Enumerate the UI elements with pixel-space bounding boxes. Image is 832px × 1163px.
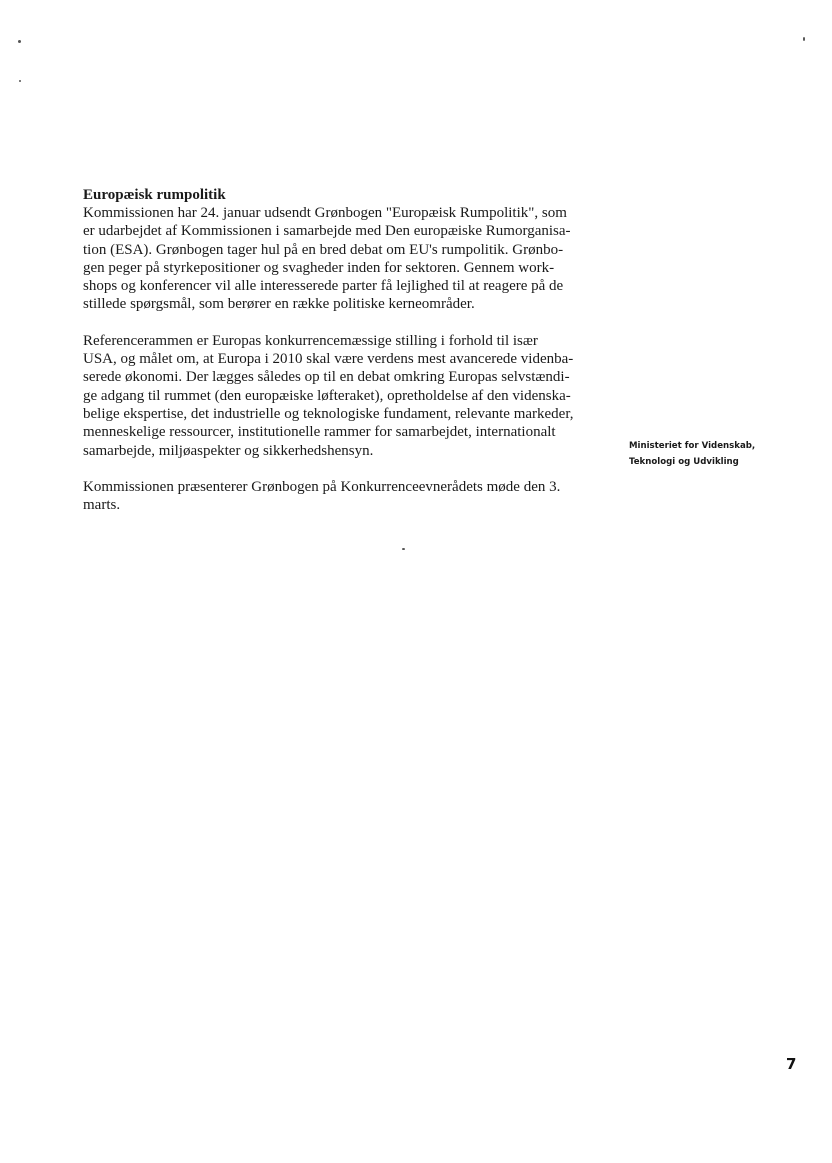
paragraph-2 bbox=[83, 332, 603, 460]
text-line: samarbejde, miljøaspekter og sikkerhedshensyn. bbox=[83, 442, 374, 459]
text-line: er udarbejdet af Kommissionen i samarbejde med Den europæiske Rumorganisa- bbox=[83, 223, 571, 240]
text-line: ge adgang til rummet (den europæiske løfteraket), opretholdelse af den videnska- bbox=[83, 387, 571, 404]
text-line: gen peger på styrkepositioner og svagheder inden for sektoren. Gennem work- bbox=[83, 259, 555, 276]
text-line: tion (ESA). Grønbogen tager hul på en bred debat om EU's rumpolitik. Grønbo- bbox=[83, 241, 564, 258]
text-line: Kommissionen præsenterer Grønbogen på Konkurrenceevnerådets møde den 3. bbox=[83, 478, 561, 495]
paragraph-1 bbox=[83, 204, 603, 314]
text-line: menneskelige ressourcer, institutionelle rammer for samarbejdet, internationalt bbox=[83, 424, 556, 441]
scan-speck bbox=[803, 37, 805, 41]
ministry-name-line-1: Ministeriet for Videnskab, bbox=[629, 441, 756, 451]
text-line: serede økonomi. Der lægges således op til en debat omkring Europas selvstændi- bbox=[83, 369, 570, 386]
scan-speck bbox=[18, 40, 21, 43]
text-line: Referencerammen er Europas konkurrencemæssige stilling i forhold til især bbox=[83, 332, 538, 349]
section-heading: Europæisk rumpolitik bbox=[83, 187, 226, 203]
paragraph-3 bbox=[83, 478, 603, 515]
ministry-sidebar-note bbox=[629, 438, 819, 470]
text-line: belige ekspertise, det industrielle og teknologiske fundament, relevante markeder, bbox=[83, 405, 574, 422]
text-line: Kommissionen har 24. januar udsendt Grønbogen "Europæisk Rumpolitik", som bbox=[83, 205, 567, 221]
text-line: marts. bbox=[83, 497, 121, 514]
page-number: 7 bbox=[786, 1055, 797, 1073]
text-line: stillede spørgsmål, som berører en række politiske kerneområder. bbox=[83, 296, 475, 313]
scan-speck bbox=[402, 548, 405, 550]
main-text-column bbox=[83, 186, 603, 514]
ministry-name-line-2: Teknologi og Udvikling bbox=[629, 457, 739, 467]
text-line: USA, og målet om, at Europa i 2010 skal være verdens mest avancerede videnba- bbox=[83, 351, 574, 368]
scan-speck bbox=[19, 80, 21, 82]
text-line: shops og konferencer vil alle interesserede parter få lejlighed til at reagere på de bbox=[83, 278, 564, 295]
